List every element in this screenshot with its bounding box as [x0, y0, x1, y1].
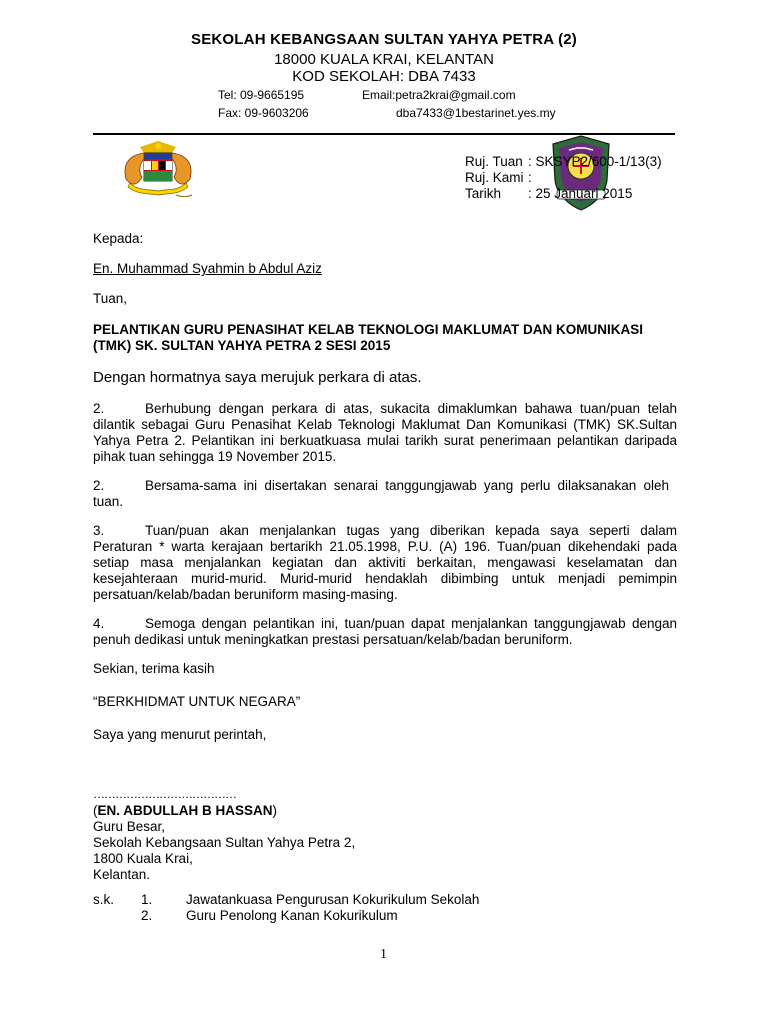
subject-line-2: (TMK) SK. SULTAN YAHYA PETRA 2 SESI 2015 — [93, 338, 391, 353]
school-name: SEKOLAH KEBANGSAAN SULTAN YAHYA PETRA (2) — [190, 31, 578, 48]
yours-faithfully: Saya yang menurut perintah, — [93, 727, 267, 742]
paragraph-number: 4. — [93, 616, 105, 631]
ruj-tuan-label: Ruj. Tuan — [465, 154, 523, 169]
sk-item-text: Jawatankuasa Pengurusan Kokurikulum Sekolah — [186, 892, 480, 907]
signatory-title: Guru Besar, — [93, 819, 166, 834]
paragraph-text: Bersama-sama ini disertakan senarai tanggungjawab yang perlu dilaksanakan oleh tuan. — [93, 478, 669, 509]
ruj-kami-label: Ruj. Kami — [465, 170, 524, 185]
paragraph-text: Berhubung dengan perkara di atas, sukacita dimaklumkan bahawa tuan/puan telah dilantik sebagai Guru Penasihat Kelab Teknologi Maklumat Dan Komunikasi (TMK) SK.Sultan Yahya Petra 2. Pelantikan ini berkuatkuasa mulai tarikh surat penerimaan pelantikan daripada pihak tuan sehingga 19 November 2015. — [93, 401, 677, 464]
tarikh-value: : 25 Januari 2015 — [528, 186, 633, 201]
sk-item-number: 2. — [141, 908, 153, 923]
motto: “BERKHIDMAT UNTUK NEGARA” — [93, 694, 301, 709]
paragraph-number: 3. — [93, 523, 105, 538]
ruj-kami-row — [465, 170, 662, 186]
coat-of-arms-logo — [108, 141, 208, 203]
paragraph-2a — [93, 401, 677, 465]
salutation: Tuan, — [93, 291, 128, 306]
tel-line: Tel: 09-9665195 — [218, 88, 305, 102]
paragraph-3 — [93, 523, 677, 603]
ruj-tuan-row — [465, 154, 662, 170]
paragraph-number: 2. — [93, 478, 105, 493]
signature-line: ………………………………… — [93, 787, 236, 801]
fax-line: Fax: 09-9603206 — [218, 106, 309, 120]
signatory-state: Kelantan. — [93, 867, 151, 882]
recipient-name: En. Muhammad Syahmin b Abdul Aziz — [93, 261, 322, 276]
school-code: KOD SEKOLAH: DBA 7433 — [292, 68, 476, 85]
paragraph-4 — [93, 616, 677, 648]
sk-item-text: Guru Penolong Kanan Kokurikulum — [186, 908, 398, 923]
school-address: 18000 KUALA KRAI, KELANTAN — [274, 51, 494, 68]
ruj-kami-value: : — [528, 170, 532, 185]
signatory-paren-open: ( — [93, 803, 98, 818]
paragraph-2b — [93, 478, 669, 510]
tarikh-row — [465, 186, 662, 202]
signatory-paren-close: ) — [272, 803, 277, 818]
ruj-tuan-value: : SKSYP2/600-1/13(3) — [528, 154, 662, 169]
signatory-name: EN. ABDULLAH B HASSAN — [97, 803, 273, 818]
paragraph-text: Tuan/puan akan menjalankan tugas yang diberikan kepada saya seperti dalam Peraturan * warta kerajaan bertarikh 21.05.1998, P.U. (A) 196. Tuan/puan dikehendaki pada setiap masa menjalankan kegiatan dan aktiviti berkaitan, mengawasi keselamatan dan kesejahteraan murid-murid. Murid-murid hendaklah dibimbing untuk menjadi pemimpin persatuan/kelab/badan beruniform masing-masing. — [93, 523, 677, 602]
email-line: Email:petra2krai@gmail.com — [362, 88, 516, 102]
subject-heading — [93, 322, 643, 354]
paragraph-text: Semoga dengan pelantikan ini, tuan/puan dapat menjalankan tanggungjawab dengan penuh dedikasi untuk meningkatkan prestasi persatuan/kelab/badan beruniform. — [93, 616, 677, 647]
sk-item-number: 1. — [141, 892, 153, 907]
sk-label: s.k. — [93, 892, 115, 907]
signatory-name-line — [93, 803, 277, 819]
paragraph-number: 2. — [93, 401, 105, 416]
closing-line: Sekian, terima kasih — [93, 661, 215, 676]
reference-block — [465, 154, 662, 202]
signatory-city: 1800 Kuala Krai, — [93, 851, 193, 866]
email2-line: dba7433@1bestarinet.yes.my — [396, 106, 556, 120]
kepada-label: Kepada: — [93, 231, 144, 246]
signatory-school: Sekolah Kebangsaan Sultan Yahya Petra 2, — [93, 835, 356, 850]
tarikh-label: Tarikh — [465, 186, 502, 201]
page-number: 1 — [380, 947, 387, 962]
subject-line-1: PELANTIKAN GURU PENASIHAT KELAB TEKNOLOGI MAKLUMAT DAN KOMUNIKASI — [93, 322, 643, 337]
opening-line: Dengan hormatnya saya merujuk perkara di atas. — [93, 369, 422, 386]
